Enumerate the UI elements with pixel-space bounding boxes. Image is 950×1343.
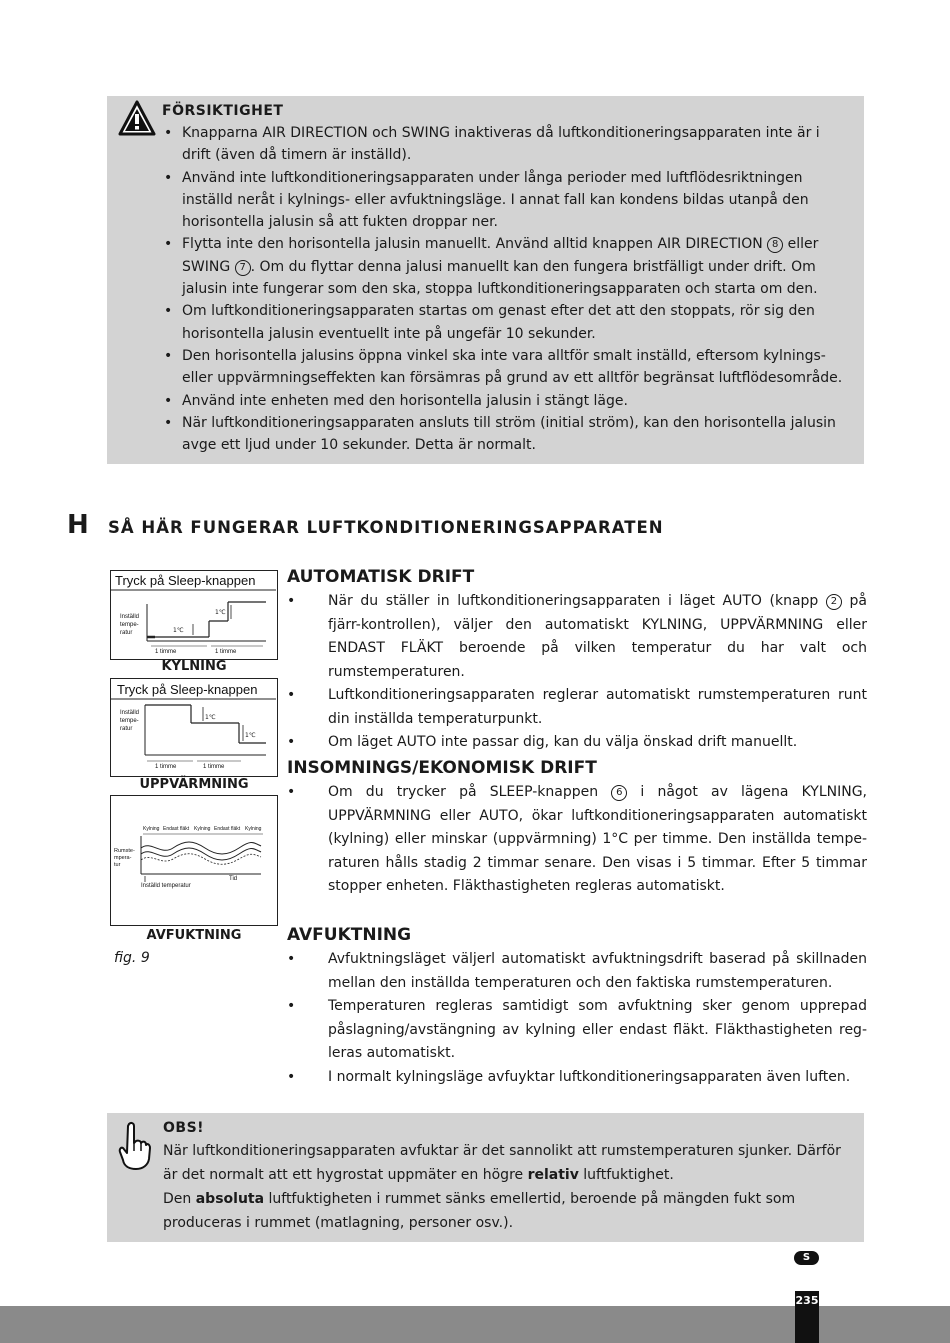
dry-list [287,948,867,1089]
note-text-1-end: luftfuktighet. [578,1167,674,1183]
caution-list [162,122,844,456]
dehumidify-ylabel-1: Rumste- [114,848,135,854]
button-number-badge: 8 [767,237,783,253]
sleep-item [287,781,867,899]
caution-item [162,167,844,234]
section-letter: H [67,510,89,540]
button-number-badge: 7 [235,260,251,276]
list-item-text: När luftkonditioneringsapparaten ansluts till ström (initial ström), kan den horisontella jalusin avge ett ljud under 10 sekunder. Detta är normalt. [182,414,836,454]
dehumidify-ylabel-2: mpera- [114,855,132,861]
cooling-step-1: 1℃ [173,627,184,634]
dehumidify-mode-1: Kylning [143,826,160,832]
list-item-text: Temperaturen regleras samtidigt som avfuktning sker genom upprepad påslagning/avstängning av kylning eller endast fläkt. Fläkthastigheten reg-leras automatiskt. [328,998,867,1061]
heating-ylabel-1: Inställd [120,710,140,716]
heating-figure-header: Tryck på Sleep-knappen [117,682,258,697]
note-title: OBS! [163,1120,205,1136]
dehumidify-time-label: Tid [229,876,238,882]
heating-hour-1: 1 timme [155,764,177,770]
list-item-text: Luftkonditioneringsapparaten reglerar automatiskt rumstemperaturen runt din inställda temperaturpunkt. [328,687,867,727]
note-paragraph-2 [163,1187,852,1235]
dehumidify-caption: AVFUKTNING [146,928,242,943]
heating-figure [110,678,278,777]
list-item-text: Flytta inte den horisontella jalusin manuellt. Använd alltid knappen AIR DIRECTION [182,236,768,253]
note-text-2-start: Den [163,1191,196,1207]
caution-item [162,233,844,300]
note-text-2-end: luftfuktigheten i rummet sänks emellertid, beroende på mängden fukt som produceras i rummet (matlagning, personer osv.). [163,1191,796,1231]
sleep-list [287,781,867,899]
note-bold-relative: relativ [527,1167,579,1183]
dehumidify-mode-4: Endast fläkt [214,826,241,832]
auto-item [287,684,867,731]
list-item-text: I normalt kylningsläge avfuyktar luftkonditioneringsapparaten även luften. [328,1068,851,1085]
caution-box [107,96,864,464]
auto-item [287,731,867,755]
heating-caption: UPPVÄRMNING [139,777,249,792]
heating-ylabel-2: tempe- [120,718,139,724]
cooling-ylabel-3: ratur [120,630,133,636]
list-item-text: Knapparna AIR DIRECTION och SWING inaktiveras då luftkonditioneringsapparaten inte är i drift (även då timern är inställd). [182,125,820,164]
dehumidify-set-label: Inställd temperatur [141,883,191,889]
dry-title: AVFUKTNING [287,925,412,945]
auto-list [287,590,867,755]
dry-section [287,924,867,1089]
cooling-figure-header: Tryck på Sleep-knappen [115,573,256,588]
note-text-1: När luftkonditioneringsapparaten avfuktar är det sannolikt att rumstemperaturen sjunker. Därför är det normalt att ett hygrostat uppmäter en högre [163,1143,841,1183]
pointing-hand-icon [117,1121,151,1171]
cooling-step-2: 1℃ [215,609,226,616]
list-item-text: eller SWING [182,236,819,275]
list-item-text: Om läget AUTO inte passar dig, kan du välja önskad drift manuellt. [328,734,798,750]
dehumidify-mode-5: Kylning [245,826,262,832]
heating-step-2: 1℃ [245,732,256,739]
caution-item [162,390,844,412]
button-number-badge: 6 [611,785,627,801]
dry-item [287,995,867,1066]
auto-item [287,590,867,684]
list-item-text: Om du trycker på SLEEP-knappen [328,784,612,800]
cooling-figure [110,570,278,660]
note-paragraph-1 [163,1139,852,1187]
list-item-text: . Om du flyttar denna jalusi manuellt kan den fungera bristfälligt under drift. Om jalusin inte fungerar som den ska, stoppa luftkonditioneringsapparaten och starta om den. [182,258,818,298]
list-item-text: När du ställer in luftkonditioneringsapparaten i läget AUTO (knapp [328,593,826,609]
warning-icon [118,100,156,136]
dry-item [287,1066,867,1090]
caution-item [162,345,844,390]
cooling-hour-2: 1 timme [215,649,237,655]
dry-item [287,948,867,995]
caution-item [162,412,844,457]
dehumidify-ylabel-3: tur [114,862,121,868]
caution-item [162,300,844,345]
cooling-caption: KYLNING [161,659,227,674]
cooling-ylabel-2: tempe- [120,622,139,628]
sleep-title: INSOMNINGS/EKONOMISK DRIFT [287,758,597,778]
cooling-hour-1: 1 timme [155,649,177,655]
list-item-text: Använd inte luftkonditioneringsapparaten under långa perioder med luftflödesriktningen inställd neråt i kylnings- eller avfuktningsläge. I annat fall kan kondens bildas utanpå den horisontella jalusin så att fukten droppar ner. [182,169,809,231]
figure-label: fig. 9 [114,950,150,966]
list-item-text: Använd inte enheten med den horisontella jalusin i stängt läge. [182,392,628,409]
language-badge: S [794,1251,819,1265]
heating-step-1: 1℃ [205,714,216,721]
auto-title: AUTOMATISK DRIFT [287,567,475,587]
cooling-ylabel-1: Inställd [120,614,140,620]
note-bold-absolute: absoluta [195,1191,265,1207]
note-box [107,1113,864,1242]
caution-item [162,122,844,167]
list-item-text: Om luftkonditioneringsapparaten startas om genast efter det att den stoppats, rör sig den horisontella jalusin eventuellt inte på ungefär 10 sekunder. [182,303,815,342]
button-number-badge: 2 [826,594,842,610]
caution-title: FÖRSIKTIGHET [162,103,284,119]
page-number: 235 [795,1294,819,1307]
dehumidify-figure [110,795,278,926]
dehumidify-mode-3: Kylning [194,826,211,832]
list-item-text: på fjärr-kontrollen), väljer den automatiskt KYLNING, UPPVÄRMNING eller ENDAST FLÄKT beroende på vilken temperatur du har valt och rumstemperaturen. [328,593,868,680]
list-item-text: Avfuktningsläget väljerl automatiskt avfuktningsdrift baserad på skillnaden mellan den inställda temperaturen och den faktiska rumstemperaturen. [328,951,867,991]
sleep-section [287,757,867,899]
section-title: SÅ HÄR FUNGERAR LUFTKONDITIONERINGSAPPARATEN [108,518,664,537]
heating-ylabel-3: ratur [120,726,133,732]
list-item-text: i något av lägena KYLNING, UPPVÄRMNING eller AUTO, ökar luftkonditioneringsapparaten automatiskt (kylning) eller minskar (uppvärmning) 1°C per timme. Den inställda tempe-raturen hålls stadig 2 timmar senare. Den visas i 5 timmar. Efter 5 timmar stopper enheten. Fläkthastigheten regleras automatiskt. [328,784,867,894]
dehumidify-mode-2: Endast fläkt [163,826,190,832]
list-item-text: Den horisontella jalusins öppna vinkel ska inte vara alltför smalt inställd, eftersom kylnings- eller uppvärmningseffekten kan försämras på grund av ett alltför begränsat luftflödesområde. [182,347,843,387]
auto-section [287,566,867,755]
heating-hour-2: 1 timme [203,764,225,770]
